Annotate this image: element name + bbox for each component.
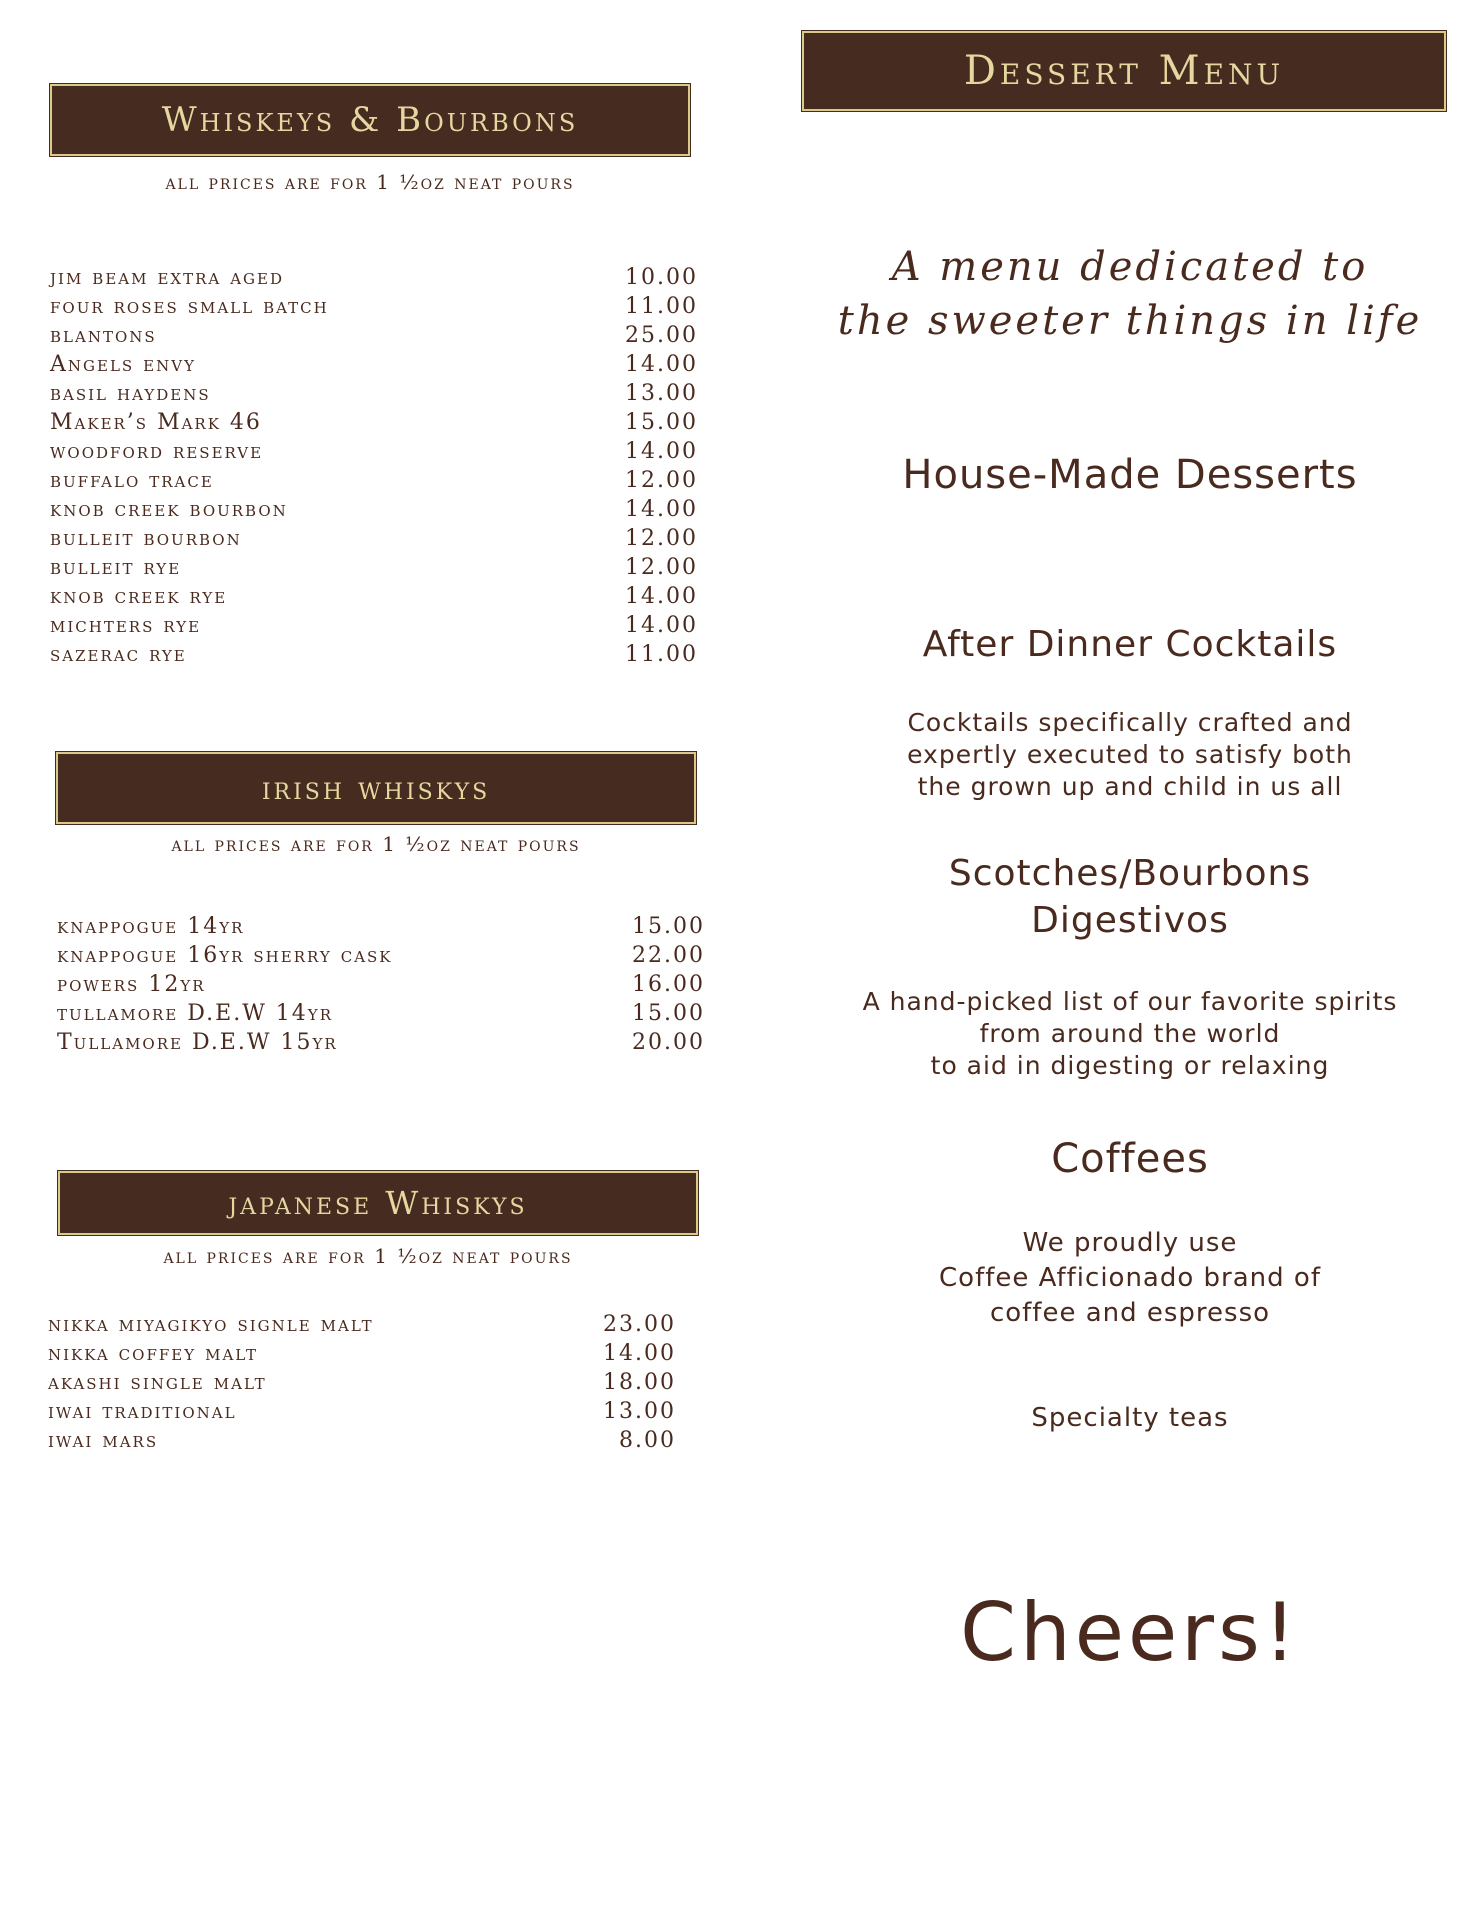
- coffees-desc-line-1: We proudly use: [1022, 1228, 1238, 1258]
- item-price: 15.00: [632, 914, 705, 939]
- coffees-description: [800, 1226, 1460, 1331]
- list-item: [50, 466, 698, 495]
- item-price: 12.00: [625, 468, 698, 493]
- whiskeys-list: [50, 263, 698, 669]
- japanese-list: [48, 1310, 676, 1455]
- list-item: [48, 1339, 676, 1368]
- item-price: 18.00: [603, 1370, 676, 1395]
- cheers-text: Cheers!: [960, 1586, 1300, 1679]
- item-name: jim beam extra aged: [50, 265, 284, 290]
- spirits-heading: [800, 850, 1460, 944]
- item-price: 14.00: [625, 439, 698, 464]
- list-item: [57, 1028, 705, 1057]
- dessert-tagline: [800, 240, 1460, 348]
- list-item: [48, 1368, 676, 1397]
- list-item: [50, 524, 698, 553]
- specialty-teas: Specialty teas: [1031, 1403, 1229, 1433]
- house-made-heading: House-Made Desserts: [902, 452, 1358, 498]
- item-price: 11.00: [625, 294, 698, 319]
- item-price: 22.00: [632, 943, 705, 968]
- list-item: [50, 437, 698, 466]
- cocktails-heading: After Dinner Cocktails: [922, 624, 1338, 665]
- item-name: michters rye: [50, 613, 202, 638]
- item-name: bulleit bourbon: [50, 526, 242, 551]
- item-name: four roses small batch: [50, 294, 329, 319]
- item-name: iwai mars: [48, 1428, 159, 1453]
- item-name: knob creek rye: [50, 584, 228, 609]
- item-name: Maker’s Mark 46: [50, 410, 262, 435]
- item-price: 25.00: [625, 323, 698, 348]
- spirits-desc-line-2: from around the world: [979, 1019, 1281, 1048]
- list-item: [50, 553, 698, 582]
- item-price: 13.00: [625, 381, 698, 406]
- item-price: 14.00: [625, 497, 698, 522]
- item-name: Tullamore D.E.W 15yr: [57, 1030, 338, 1055]
- item-name: powers 12yr: [57, 972, 206, 997]
- spirits-desc-line-1: A hand-picked list of our favorite spirits: [862, 987, 1398, 1016]
- list-item: [48, 1397, 676, 1426]
- item-price: 16.00: [632, 972, 705, 997]
- item-name: knob creek bourbon: [50, 497, 288, 522]
- list-item: [50, 408, 698, 437]
- item-price: 20.00: [632, 1030, 705, 1055]
- japanese-pour-note: all prices are for 1 ½oz neat pours: [163, 1244, 573, 1268]
- list-item: [57, 999, 705, 1028]
- item-name: Angels envy: [50, 352, 196, 377]
- cocktails-description: [800, 707, 1460, 803]
- list-item: [50, 379, 698, 408]
- whiskeys-title: Whiskeys & Bourbons: [161, 100, 579, 140]
- item-name: knappogue 14yr: [57, 914, 245, 939]
- item-price: 8.00: [619, 1428, 676, 1453]
- cocktails-desc-line-3: the grown up and child in us all: [917, 772, 1343, 801]
- item-price: 23.00: [603, 1312, 676, 1337]
- dessert-title: Dessert Menu: [963, 48, 1285, 94]
- list-item: [50, 321, 698, 350]
- item-name: basil haydens: [50, 381, 211, 406]
- coffees-desc-line-2: Coffee Afficionado brand of: [939, 1263, 1321, 1293]
- spirits-description: [800, 986, 1460, 1082]
- item-price: 14.00: [625, 613, 698, 638]
- spirits-desc-line-3: to aid in digesting or relaxing: [930, 1051, 1330, 1080]
- list-item: [50, 611, 698, 640]
- irish-list: [57, 912, 705, 1057]
- list-item: [57, 912, 705, 941]
- list-item: [57, 941, 705, 970]
- japanese-title: japanese Whiskys: [228, 1184, 528, 1222]
- coffees-desc-line-3: coffee and espresso: [989, 1298, 1271, 1328]
- item-name: sazerac rye: [50, 642, 187, 667]
- item-price: 11.00: [625, 642, 698, 667]
- cocktails-desc-line-1: Cocktails specifically crafted and: [907, 708, 1353, 737]
- item-price: 14.00: [625, 584, 698, 609]
- item-name: buffalo trace: [50, 468, 214, 493]
- item-name: nikka coffey malt: [48, 1341, 259, 1366]
- list-item: [50, 582, 698, 611]
- whiskeys-banner: [50, 84, 690, 156]
- item-price: 14.00: [603, 1341, 676, 1366]
- list-item: [48, 1310, 676, 1339]
- irish-pour-note: all prices are for 1 ½oz neat pours: [171, 832, 581, 856]
- coffees-heading: Coffees: [1051, 1136, 1209, 1182]
- item-price: 10.00: [625, 265, 698, 290]
- item-price: 13.00: [603, 1399, 676, 1424]
- item-name: tullamore D.E.W 14yr: [57, 1001, 333, 1026]
- list-item: [50, 263, 698, 292]
- list-item: [50, 350, 698, 379]
- item-price: 12.00: [625, 555, 698, 580]
- item-name: akashi single malt: [48, 1370, 267, 1395]
- item-name: knappogue 16yr sherry cask: [57, 943, 393, 968]
- whiskeys-pour-note: all prices are for 1 ½oz neat pours: [165, 170, 575, 194]
- list-item: [50, 495, 698, 524]
- list-item: [57, 970, 705, 999]
- irish-title: irish whiskys: [261, 769, 491, 807]
- spirits-heading-line-1: Scotches/Bourbons: [948, 853, 1312, 894]
- item-price: 15.00: [632, 1001, 705, 1026]
- item-price: 15.00: [625, 410, 698, 435]
- item-price: 12.00: [625, 526, 698, 551]
- item-name: nikka miyagikyo signle malt: [48, 1312, 374, 1337]
- spirits-heading-line-2: Digestivos: [1031, 900, 1229, 941]
- item-name: woodford reserve: [50, 439, 264, 464]
- list-item: [50, 292, 698, 321]
- irish-banner: [56, 752, 696, 824]
- japanese-banner: [58, 1171, 698, 1235]
- list-item: [50, 640, 698, 669]
- item-price: 14.00: [625, 352, 698, 377]
- cocktails-desc-line-2: expertly executed to satisfy both: [907, 740, 1353, 769]
- item-name: bulleit rye: [50, 555, 182, 580]
- tagline-line-2: the sweeter things in life: [837, 298, 1423, 344]
- tagline-line-1: A menu dedicated to: [891, 244, 1369, 290]
- list-item: [48, 1426, 676, 1455]
- item-name: iwai traditional: [48, 1399, 237, 1424]
- dessert-banner: [802, 31, 1446, 111]
- item-name: blantons: [50, 323, 157, 348]
